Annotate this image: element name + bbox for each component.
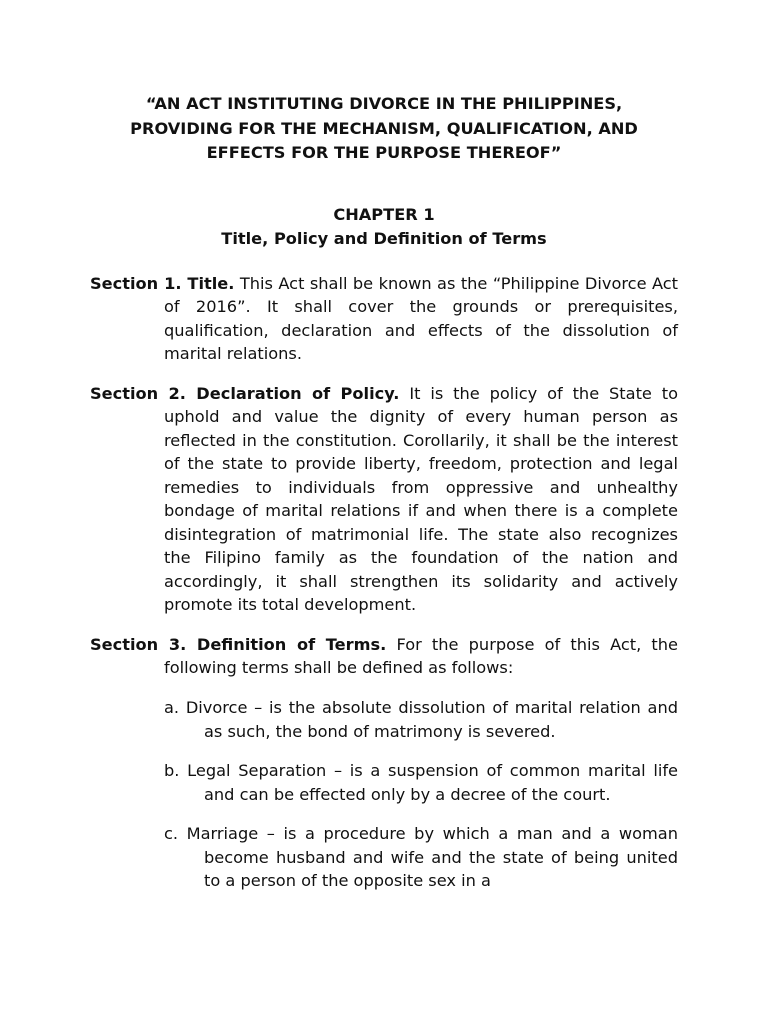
chapter-subtitle: Title, Policy and Definition of Terms	[221, 229, 547, 248]
document-page	[90, 92, 678, 902]
definition-item: c. Marriage – is a procedure by which a man and a woman become husband and wife and the state of being united to a person of the opposite sex in a	[164, 824, 678, 891]
section-2	[90, 382, 678, 617]
act-title-line: “AN ACT INSTITUTING DIVORCE IN THE PHILIPPINES,	[145, 94, 623, 113]
section-body: For the purpose of this Act, the following terms shall be defined as follows:	[164, 634, 678, 678]
section-heading: Section 3. Definition of Terms.	[90, 634, 387, 654]
section-heading: Section 2. Declaration of Policy.	[90, 383, 400, 403]
chapter-label: CHAPTER 1	[333, 204, 435, 224]
chapter-heading	[90, 203, 678, 252]
section-body: This Act shall be known as the “Philippine Divorce Act of 2016”. It shall cover the grounds or prerequisites, qualification, declaration and effects of the dissolution of marital relations.	[164, 273, 678, 363]
definitions-list	[90, 696, 678, 893]
definition-item: a. Divorce – is the absolute dissolution of marital relation and as such, the bond of matrimony is severed.	[164, 698, 678, 741]
section-3	[90, 633, 678, 680]
section-body: It is the policy of the State to uphold and value the dignity of every human person as reflected in the constitution. Corollarily, it shall be the interest of the state to provide liberty, freedom, protection and legal remedies to individuals from oppressive and unhealthy bondage of marital relations if and when there is a complete disintegration of matrimonial life. The state also recognizes the Filipino family as the foundation of the nation and accordingly, it shall strengthen its solidarity and actively promote its total development.	[164, 383, 679, 615]
definition-item: b. Legal Separation – is a suspension of common marital life and can be effected only by a decree of the court.	[164, 761, 678, 804]
section-heading: Section 1. Title.	[90, 273, 235, 293]
act-title-line: PROVIDING FOR THE MECHANISM, QUALIFICATION, AND	[130, 118, 638, 138]
section-1	[90, 272, 678, 366]
act-title	[82, 92, 686, 166]
act-title-line: EFFECTS FOR THE PURPOSE THEREOF”	[206, 143, 562, 162]
